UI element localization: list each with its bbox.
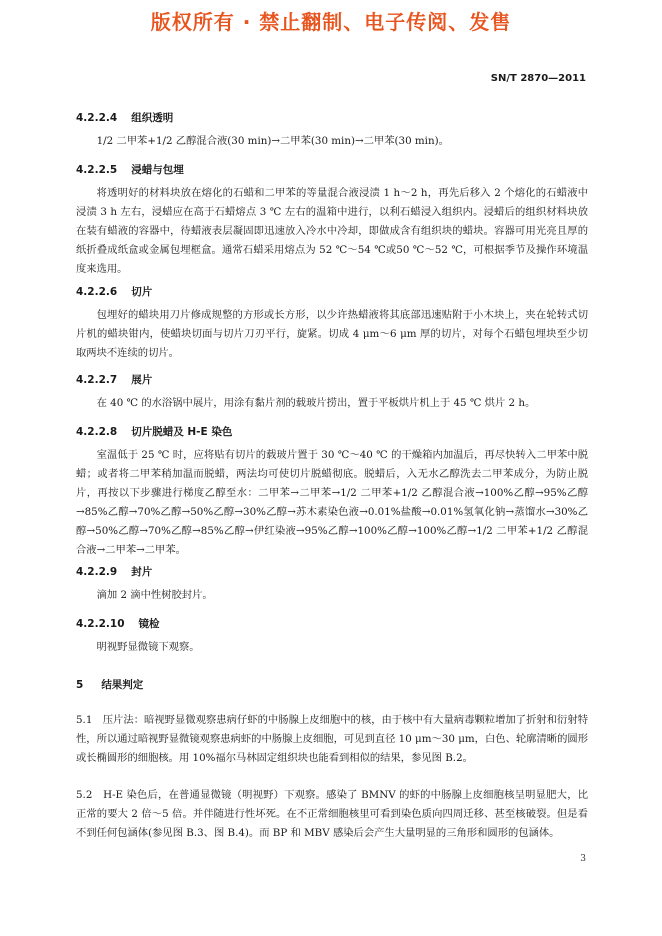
paragraph-4-2-2-6: 包埋好的蜡块用刀片修成规整的方形或长方形，以少许热蜡液将其底部迅速贴附于小木块上，夹在轮转式切片机的蜡块钳内，使蜡块切面与切片刀刃平行，旋紧。切成 4 μm～6 μm 厚的切片，对每个石蜡包埋块至少切取两块不连续的切片。 [76,309,588,359]
heading-4-2-2-10 [76,616,160,631]
section-title: 镜检 [138,618,160,630]
section-title: 封片 [131,566,153,578]
section-title: 切片 [131,286,153,298]
section-title: 切片脱蜡及 H-E 染色 [131,426,233,438]
heading-5 [76,677,143,692]
page-number: 3 [580,854,586,864]
section-number: 4.2.2.6 [76,286,118,298]
section-number: 4.2.2.10 [76,618,125,630]
heading-4-2-2-7 [76,372,152,387]
section-title: 结果判定 [101,679,144,691]
heading-4-2-2-9 [76,564,152,579]
section-number: 5 [76,679,84,691]
heading-4-2-2-8 [76,424,232,439]
copyright-watermark: 版权所有 · 禁止翻制、电子传阅、发售 [150,10,512,34]
section-title: 展片 [131,374,153,386]
section-number: 4.2.2.7 [76,374,118,386]
paragraph-4-2-2-8: 室温低于 25 ℃ 时，应将贴有切片的载玻片置于 30 ℃～40 ℃ 的干燥箱内加温后，再尽快转入二甲苯中脱蜡；或者将二甲苯稍加温而脱蜡，两法均可使切片脱蜡彻底。脱蜡后，入无水乙醇洗去二甲苯成分，为防止脱片，再按以下步骤进行梯度乙醇至水：二甲苯→二甲苯→1/2 二甲苯+1/2 乙醇混合液→100%乙醇→95%乙醇→85%乙醇→70%乙醇→50%乙醇→30%乙醇→苏木素染色液→0.01%盐酸→0.01%氢氧化钠→蒸馏水→30%乙醇→50%乙醇→70%乙醇→85%乙醇→伊红染液→95%乙醇→100%乙醇→100%乙醇→1/2 二甲苯+1/2 乙醇混合液→二甲苯→二甲苯。 [76,449,588,556]
paragraph-4-2-2-7: 在 40 ℃ 的水浴锅中展片，用涂有黏片剂的载玻片捞出，置于平板烘片机上于 45 ℃ 烘片 2 h。 [96,397,536,409]
heading-4-2-2-4 [76,110,173,125]
section-number: 4.2.2.9 [76,566,118,578]
heading-4-2-2-6 [76,284,152,299]
paragraph-4-2-2-9: 滴加 2 滴中性树胶封片。 [96,589,213,601]
heading-4-2-2-5 [76,162,184,177]
standard-code: SN/T 2870—2011 [490,73,586,84]
section-title: 组织透明 [131,112,174,124]
paragraph-4-2-2-5: 将透明好的材料块放在熔化的石蜡和二甲苯的等量混合液浸渍 1 h～2 h，再先后移入 2 个熔化的石蜡液中浸渍 3 h 左右，浸蜡应在高于石蜡熔点 3 ℃ 左右的温箱中进行，以利石蜡浸入组织内。浸蜡后的组织材料块放在装有蜡液的容器中，待蜡液表层凝固即迅速放入冷水中冷却，即做成含有组织块的蜡块。容器可用光亮且厚的纸折叠成纸盒或金属包埋框盒。通常石蜡采用熔点为 52 ℃～54 ℃或50 ℃～52 ℃，可根据季节及操作环境温度来选用。 [76,187,588,275]
section-number: 4.2.2.5 [76,164,118,176]
paragraph-5-2: 5.2 H-E 染色后，在普通显微镜（明视野）下观察。感染了 BMNV 的虾的中肠腺上皮细胞核呈明显肥大，比正常的要大 2 倍～5 倍。并伴随进行性坏死。在不正常细胞核里可看到染色质向四周迁移、甚至核破裂。但是看不到任何包涵体(参见图 B.3、图 B.4)。而 BP 和 MBV 感染后会产生大量明显的三角形和圆形的包涵体。 [76,789,588,839]
section-number: 4.2.2.8 [76,426,118,438]
section-title: 浸蜡与包埋 [131,164,184,176]
section-number: 4.2.2.4 [76,112,118,124]
paragraph-4-2-2-4: 1/2 二甲苯+1/2 乙醇混合液(30 min)→二甲苯(30 min)→二甲苯(30 min)。 [96,135,449,147]
paragraph-4-2-2-10: 明视野显微镜下观察。 [96,641,200,653]
paragraph-5-1: 5.1 压片法：暗视野显微观察患病仔虾的中肠腺上皮细胞中的核，由于核中有大量病毒颗粒增加了折射和衍射特性，所以通过暗视野显微镜观察患病虾的中肠腺上皮细胞，可见到直径 10 μm～30 μm，白色、轮廓清晰的圆形或长椭圆形的细胞核。用 10%福尔马林固定组织块也能看到相似的结果，参见图 B.2。 [76,714,588,764]
